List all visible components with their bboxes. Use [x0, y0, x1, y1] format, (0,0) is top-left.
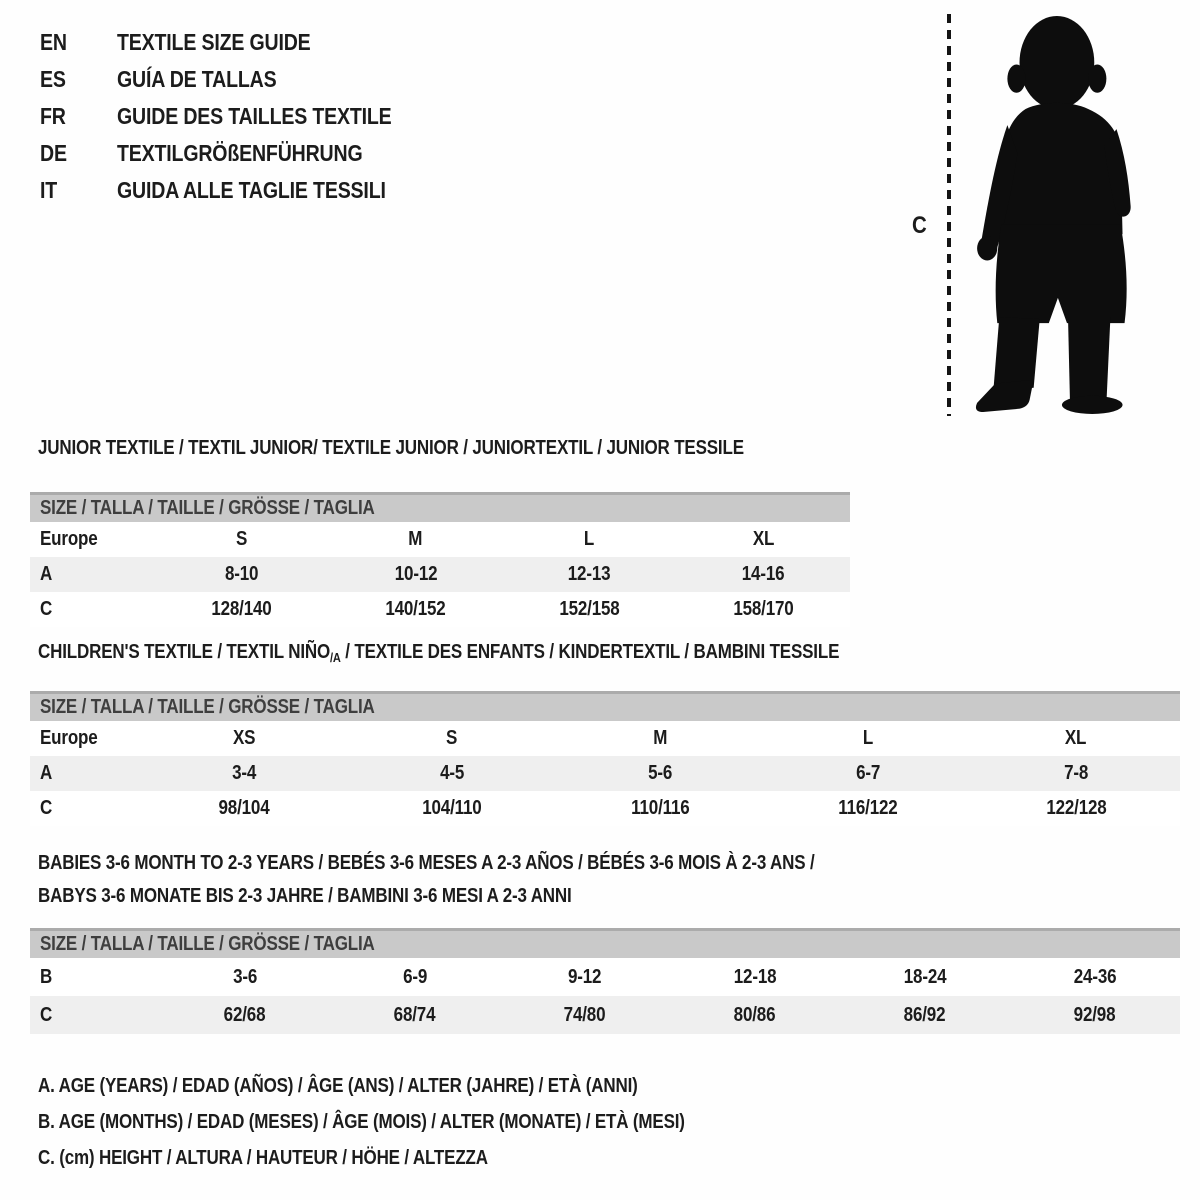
- language-title: GUIDA ALLE TAGLIE TESSILI: [117, 177, 386, 203]
- babies-size-table: [30, 928, 1180, 1034]
- height-cell: 122/128: [1045, 797, 1107, 819]
- table-row-age: [30, 557, 850, 592]
- row-label: Europe: [40, 727, 98, 749]
- size-cell: XS: [232, 727, 256, 749]
- months-cell: 18-24: [903, 965, 947, 988]
- size-cell: L: [862, 727, 874, 749]
- language-title: GUIDE DES TAILLES TEXTILE: [117, 103, 392, 129]
- height-cell: 62/68: [224, 1003, 266, 1026]
- age-cell: 6-7: [855, 762, 881, 784]
- table-row-height: [30, 791, 1180, 826]
- size-header-bar: SIZE / TALLA / TAILLE / GRÖSSE / TAGLIA: [30, 928, 1180, 958]
- size-header-bar: SIZE / TALLA / TAILLE / GRÖSSE / TAGLIA: [30, 691, 1180, 721]
- language-code: IT: [40, 177, 58, 203]
- height-cell: 158/170: [732, 598, 794, 620]
- height-cell: 68/74: [394, 1003, 436, 1026]
- size-cell: L: [584, 528, 595, 550]
- age-cell: 5-6: [647, 762, 673, 784]
- language-row-es: [40, 61, 440, 98]
- children-size-table: [30, 691, 1180, 826]
- language-title: TEXTILE SIZE GUIDE: [117, 29, 311, 55]
- language-title-list: [40, 24, 440, 209]
- height-cell: 98/104: [218, 797, 270, 819]
- size-cell: S: [446, 727, 458, 749]
- height-dashed-line: [947, 14, 951, 416]
- junior-size-table: [30, 492, 850, 627]
- section-title-children: CHILDREN'S TEXTILE / TEXTIL $NIÑO_{/A}$ / TEXTILE DES ENFANTS / KINDERTEXTIL / BAMBINI TESSILE: [38, 641, 840, 665]
- language-row-it: [40, 172, 440, 209]
- size-cell: M: [653, 727, 667, 749]
- height-cell: 92/98: [1074, 1003, 1116, 1026]
- table-row-months: [30, 958, 1180, 996]
- row-label: A: [40, 762, 53, 784]
- row-label: Europe: [40, 528, 98, 550]
- age-cell: 14-16: [741, 563, 785, 585]
- table-row-height: [30, 996, 1180, 1034]
- height-cell: 116/122: [838, 797, 898, 819]
- size-cell: XL: [1065, 727, 1087, 749]
- section-title-junior: JUNIOR TEXTILE / TEXTIL JUNIOR/ TEXTILE JUNIOR / JUNIORTEXTIL / JUNIOR TESSILE: [38, 437, 744, 459]
- height-cell: 86/92: [904, 1003, 946, 1026]
- age-cell: 8-10: [225, 563, 259, 585]
- language-row-en: [40, 24, 440, 61]
- language-title: TEXTILGRÖßENFÜHRUNG: [117, 140, 363, 166]
- age-cell: 12-13: [568, 563, 611, 585]
- height-cell: 128/140: [211, 598, 273, 620]
- size-cell: XL: [752, 528, 774, 550]
- language-row-fr: [40, 98, 440, 135]
- nino-a-subscript: /A: [330, 650, 341, 665]
- row-label: B: [40, 965, 53, 988]
- table-row-age: [30, 756, 1180, 791]
- months-cell: 9-12: [568, 965, 602, 988]
- months-cell: 6-9: [402, 965, 428, 988]
- legend-line-a: A. AGE (YEARS) / EDAD (AÑOS) / ÂGE (ANS) / ALTER (JAHRE) / ETÀ (ANNI): [38, 1075, 638, 1097]
- height-cell: 152/158: [559, 598, 620, 620]
- age-cell: 10-12: [394, 563, 437, 585]
- months-cell: 3-6: [232, 965, 258, 988]
- size-cell: M: [408, 528, 423, 550]
- row-label: C: [40, 598, 53, 620]
- language-code: DE: [40, 140, 67, 166]
- measure-legend: [38, 1068, 799, 1176]
- months-cell: 12-18: [733, 965, 777, 988]
- legend-line-c: C. (cm) HEIGHT / ALTURA / HAUTEUR / HÖHE / ALTEZZA: [38, 1147, 488, 1169]
- age-cell: 3-4: [231, 762, 257, 784]
- toddler-silhouette-icon: [964, 12, 1172, 416]
- size-cell: S: [236, 528, 248, 550]
- height-cell: 74/80: [564, 1003, 606, 1026]
- size-header-bar: SIZE / TALLA / TAILLE / GRÖSSE / TAGLIA: [30, 492, 850, 522]
- language-code: ES: [40, 66, 66, 92]
- age-cell: 4-5: [439, 762, 465, 784]
- language-title: GUÍA DE TALLAS: [117, 66, 277, 92]
- table-row-height: [30, 592, 850, 627]
- row-label: C: [40, 1003, 53, 1026]
- height-cell: 104/110: [422, 797, 482, 819]
- legend-line-b: B. AGE (MONTHS) / EDAD (MESES) / ÂGE (MOIS) / ALTER (MONATE) / ETÀ (MESI): [38, 1111, 685, 1133]
- row-label: A: [40, 563, 53, 585]
- table-row-europe: [30, 522, 850, 557]
- row-label: C: [40, 797, 53, 819]
- months-cell: 24-36: [1073, 965, 1117, 988]
- height-measure-label: C: [912, 212, 927, 239]
- height-cell: 80/86: [734, 1003, 776, 1026]
- height-cell: 140/152: [385, 598, 446, 620]
- language-row-de: [40, 135, 440, 172]
- height-cell: 110/116: [630, 797, 690, 819]
- language-code: FR: [40, 103, 66, 129]
- age-cell: 7-8: [1063, 762, 1089, 784]
- language-code: EN: [40, 29, 67, 55]
- section-title-babies: BABIES 3-6 MONTH TO 2-3 YEARS / BEBÉS 3-6 MESES A 2-3 AÑOS / BÉBÉS 3-6 MOIS À 2-3 ANS / BABYS 3-6 MONATE BIS 2-3 JAHRE / BAMBINI 3-6 MESI A 2-3 ANNI: [38, 852, 815, 907]
- table-row-europe: [30, 721, 1180, 756]
